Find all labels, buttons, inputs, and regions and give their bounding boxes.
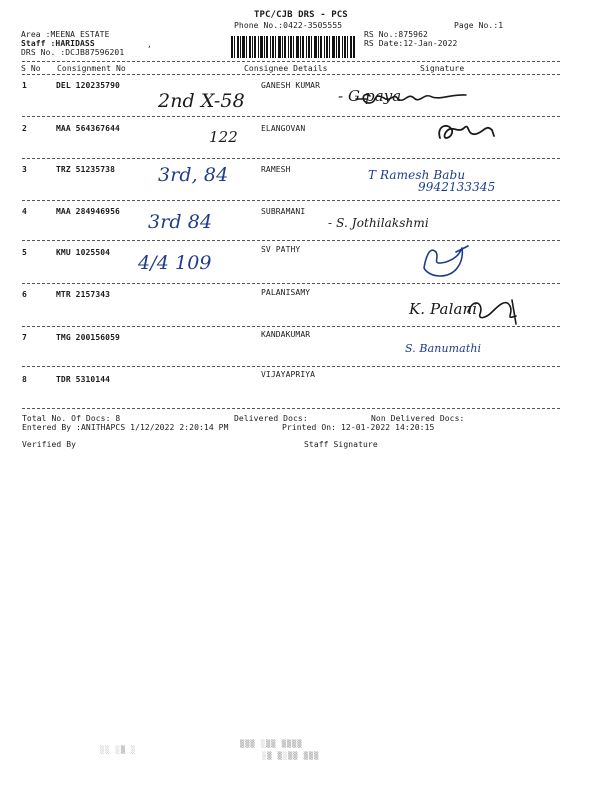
drs-number: DRS No. :DCJB87596201: [21, 48, 125, 57]
row-sno: 2: [22, 124, 27, 133]
column-header-consignment: Consignment No: [57, 64, 126, 73]
row-sno: 1: [22, 81, 27, 90]
row-sno: 5: [22, 248, 27, 257]
handwritten-signature-row7: S. Banumathi: [405, 342, 482, 355]
column-header-sno: S No: [21, 64, 41, 73]
row-consignment: KMU 1025504: [56, 248, 111, 257]
handwritten-signature-row1: - G paya: [338, 87, 402, 105]
staff-signature-label: Staff Signature: [304, 440, 378, 449]
row-sno: 7: [22, 333, 27, 342]
row-consignment: MTR 2157343: [56, 290, 111, 299]
column-header-consignee: Consignee Details: [244, 64, 328, 73]
row-consignment: MAA 284946956: [56, 207, 120, 216]
row-consignee: SUBRAMANI: [261, 207, 306, 216]
handwritten-phone-row3: 9942133345: [418, 180, 496, 194]
page-number: Page No.:1: [454, 21, 504, 30]
area-label: Area :MEENA ESTATE: [21, 30, 110, 39]
delivered-docs: Delivered Docs:: [234, 414, 308, 423]
printed-on: Printed On: 12-01-2022 14:20:15: [282, 423, 435, 432]
entered-by: Entered By :ANITHAPCS 1/12/2022 2:20:14 PM: [22, 423, 229, 432]
row-consignee: GANESH KUMAR: [261, 81, 320, 90]
row-sno: 4: [22, 207, 27, 216]
staff-label: Staff :HARIDASS: [21, 39, 95, 48]
rs-number: RS No.:875962: [364, 30, 428, 39]
sheet-title: TPC/CJB DRS - PCS: [254, 10, 348, 20]
row-sno: 6: [22, 290, 27, 299]
show-through-smudge: ░░ ░▒ ░: [100, 746, 137, 754]
show-through-smudge: ▒▒▒ ░▒▒ ▒▒▒▒: [240, 740, 303, 748]
handwritten-signature-row3: T Ramesh Babu: [368, 168, 466, 182]
handwritten-address-row2: 122: [209, 128, 238, 146]
verified-by: Verified By: [22, 440, 77, 449]
phone-number: Phone No.:0422-3505555: [234, 21, 343, 30]
row-consignment: DEL 120235790: [56, 81, 120, 90]
handwritten-address-row3: 3rd, 84: [158, 164, 229, 186]
handwritten-signature-row6: K. Palani: [409, 300, 478, 318]
handwritten-signature-row4: - S. Jothilakshmi: [328, 216, 429, 230]
total-docs: Total No. Of Docs: 8: [22, 414, 121, 423]
non-delivered-docs: Non Delivered Docs:: [371, 414, 465, 423]
signature-scribble-row5: [424, 246, 468, 276]
row-consignee: VIJAYAPRIYA: [261, 370, 316, 379]
show-through-smudge: ░▒ ▒░▒▒ ▒▒▒: [262, 752, 320, 760]
rs-date: RS Date:12-Jan-2022: [364, 39, 458, 48]
handwritten-address-row1: 2nd X-58: [158, 90, 245, 112]
row-consignee: RAMESH: [261, 165, 291, 174]
row-consignee: KANDAKUMAR: [261, 330, 311, 339]
column-header-signature: Signature: [420, 64, 465, 73]
row-consignee: ELANGOVAN: [261, 124, 306, 133]
row-sno: 8: [22, 375, 27, 384]
handwritten-address-row5: 4/4 109: [138, 252, 212, 274]
row-consignment: TDR 5310144: [56, 375, 111, 384]
row-consignee: PALANISAMY: [261, 288, 311, 297]
signature-scribble-row2: [439, 126, 494, 138]
row-sno: 3: [22, 165, 27, 174]
handwritten-address-row4: 3rd 84: [148, 211, 213, 233]
comma-mark: ,: [147, 40, 152, 49]
row-consignment: MAA 564367644: [56, 124, 120, 133]
row-consignment: TRZ 51235738: [56, 165, 115, 174]
row-consignment: TMG 200156059: [56, 333, 120, 342]
row-consignee: SV PATHY: [261, 245, 301, 254]
